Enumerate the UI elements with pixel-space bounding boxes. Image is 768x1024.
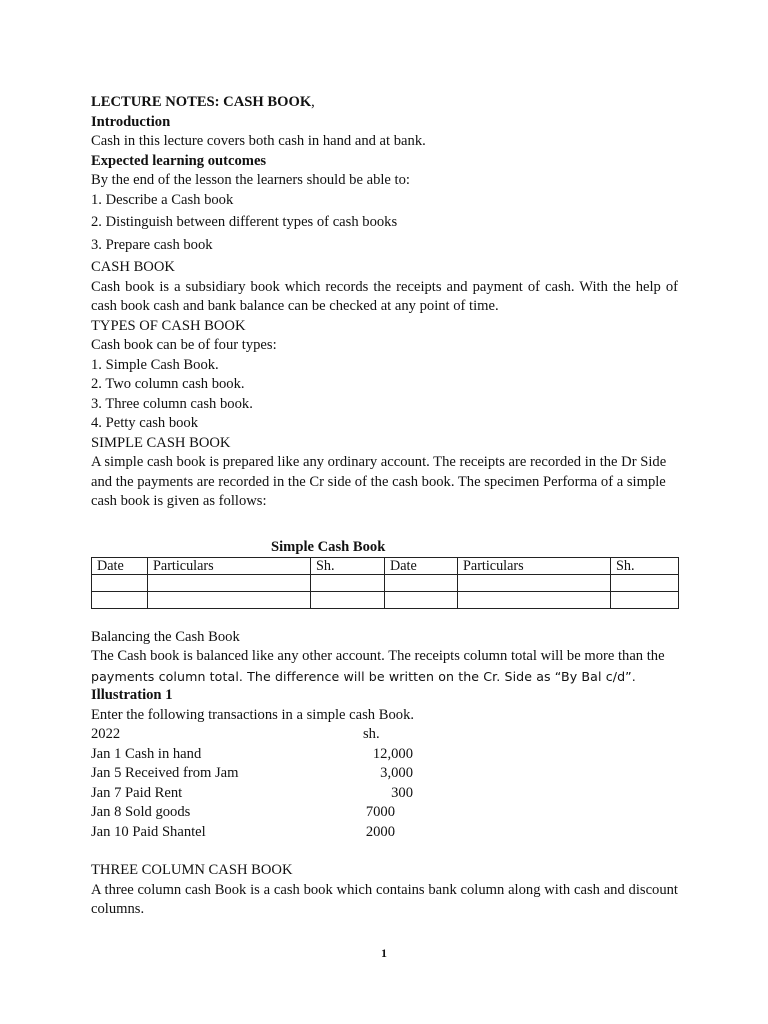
transaction-row — [91, 823, 678, 843]
transaction-amount: 7000 — [365, 804, 395, 820]
transaction-text: Jan 5 Received from Jam — [91, 765, 239, 781]
outcome-item: 2. Distinguish between different types of cash books — [91, 214, 398, 230]
transaction-amount: 300 — [391, 784, 413, 801]
transaction-row — [91, 745, 678, 765]
table-header-cell: Particulars — [148, 557, 311, 574]
simple-heading: SIMPLE CASH BOOK — [91, 434, 231, 451]
transaction-amount: 3,000 — [380, 765, 413, 781]
simple-paragraph: A simple cash book is prepared like any ordinary account. The receipts are recorded in the Dr Side and the payments are recorded in the Cr side of the cash book. The specimen Performa of a simple cash book is given as follows: — [91, 454, 667, 509]
cashbook-paragraph: Cash book is a subsidiary book which records the receipts and payment of cash. With the help of cash book cash and bank balance can be checked at any point of time. — [91, 278, 678, 314]
table-header-cell: Sh. — [611, 557, 679, 574]
types-heading: TYPES OF CASH BOOK — [91, 317, 246, 334]
illustration-year: 2022 — [91, 726, 121, 742]
document-page — [91, 93, 678, 920]
transaction-amount: 12,000 — [372, 745, 413, 762]
table-cell — [611, 591, 679, 608]
types-lead: Cash book can be of four types: — [91, 337, 277, 353]
balancing-heading: Balancing the Cash Book — [91, 628, 240, 645]
transaction-text: Jan 7 Paid Rent — [91, 784, 183, 801]
transaction-text: Jan 1 Cash in hand — [91, 745, 202, 762]
table-header-cell: Date — [385, 557, 458, 574]
type-item: 1. Simple Cash Book. — [91, 356, 219, 373]
transaction-row — [91, 803, 678, 823]
outcome-item: 3. Prepare cash book — [91, 236, 213, 253]
simple-cash-book-table — [91, 557, 679, 609]
table-title: Simple Cash Book — [271, 538, 386, 555]
doc-title: LECTURE NOTES: CASH BOOK — [91, 94, 312, 110]
table-cell — [458, 574, 611, 591]
transaction-row — [91, 764, 678, 784]
table-header-row — [92, 557, 679, 574]
transaction-text: Jan 8 Sold goods — [91, 804, 191, 820]
type-item: 2. Two column cash book. — [91, 376, 245, 392]
table-header-cell: Sh. — [311, 557, 385, 574]
table-cell — [92, 591, 148, 608]
balancing-text-1: The Cash book is balanced like any other account. The receipts column total will be more than the — [91, 648, 665, 664]
table-cell — [611, 574, 679, 591]
illustration-lead: Enter the following transactions in a simple cash Book. — [91, 706, 415, 723]
table-header-cell: Particulars — [458, 557, 611, 574]
page-number: 1 — [381, 946, 387, 960]
type-item: 4. Petty cash book — [91, 415, 199, 431]
transaction-text: Jan 10 Paid Shantel — [91, 823, 206, 840]
transaction-row — [91, 784, 678, 804]
table-cell — [148, 574, 311, 591]
cashbook-heading: CASH BOOK — [91, 259, 175, 275]
table-cell — [385, 574, 458, 591]
table-row — [92, 591, 679, 608]
table-cell — [458, 591, 611, 608]
illustration-header-row — [91, 725, 678, 745]
table-cell — [92, 574, 148, 591]
outcomes-lead: By the end of the lesson the learners should be able to: — [91, 172, 410, 188]
outcome-item: 1. Describe a Cash book — [91, 191, 234, 208]
table-header-cell: Date — [92, 557, 148, 574]
three-column-paragraph: A three column cash Book is a cash book which contains bank column along with cash and discount columns. — [91, 881, 678, 917]
type-item: 3. Three column cash book. — [91, 395, 253, 412]
three-column-heading: THREE COLUMN CASH BOOK — [91, 862, 293, 878]
table-row — [92, 574, 679, 591]
table-cell — [311, 591, 385, 608]
table-cell — [148, 591, 311, 608]
balancing-text-2: payments column total. The difference will be written on the Cr. Side as “By Bal c/d”. — [91, 668, 636, 684]
intro-text: Cash in this lecture covers both cash in hand and at bank. — [91, 133, 426, 149]
illustration-heading: Illustration 1 — [91, 687, 173, 703]
intro-heading: Introduction — [91, 113, 171, 130]
outcomes-heading: Expected learning outcomes — [91, 152, 267, 169]
table-cell — [311, 574, 385, 591]
doc-title-suffix: , — [311, 94, 315, 110]
illustration-currency: sh. — [363, 726, 380, 742]
doc-title-line — [91, 93, 678, 113]
table-cell — [385, 591, 458, 608]
transaction-amount: 2000 — [365, 823, 395, 840]
